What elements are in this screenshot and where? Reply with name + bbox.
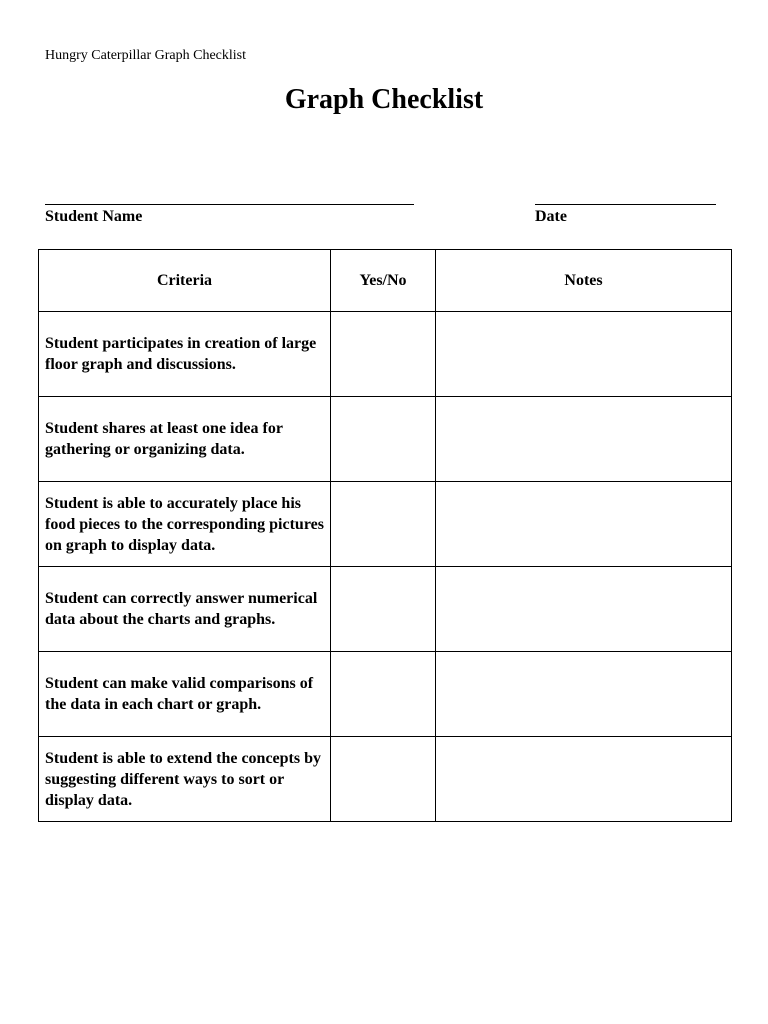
running-header: Hungry Caterpillar Graph Checklist <box>45 48 247 63</box>
student-name-line[interactable] <box>45 204 414 205</box>
table-row <box>39 312 732 397</box>
column-header-yes-no: Yes/No <box>331 250 436 312</box>
notes-cell[interactable] <box>436 567 732 652</box>
student-name-label: Student Name <box>45 208 143 225</box>
criteria-cell: Student is able to extend the concepts by suggesting different ways to sort or display data. <box>39 737 331 822</box>
notes-cell[interactable] <box>436 652 732 737</box>
table-row <box>39 482 732 567</box>
table-row <box>39 397 732 482</box>
table-row <box>39 737 732 822</box>
table-row <box>39 567 732 652</box>
yes-no-cell[interactable] <box>331 737 436 822</box>
table-row <box>39 652 732 737</box>
notes-cell[interactable] <box>436 737 732 822</box>
notes-cell[interactable] <box>436 397 732 482</box>
date-line[interactable] <box>535 204 716 205</box>
table-header-row <box>39 250 732 312</box>
page-title: Graph Checklist <box>284 84 484 115</box>
notes-cell[interactable] <box>436 482 732 567</box>
criteria-cell: Student is able to accurately place his food pieces to the corresponding pictures on graph to display data. <box>39 482 331 567</box>
date-label: Date <box>535 208 567 225</box>
yes-no-cell[interactable] <box>331 567 436 652</box>
criteria-cell: Student can correctly answer numerical data about the charts and graphs. <box>39 567 331 652</box>
yes-no-cell[interactable] <box>331 482 436 567</box>
criteria-cell: Student shares at least one idea for gathering or organizing data. <box>39 397 331 482</box>
yes-no-cell[interactable] <box>331 312 436 397</box>
checklist-table <box>38 249 732 822</box>
criteria-cell: Student participates in creation of large floor graph and discussions. <box>39 312 331 397</box>
yes-no-cell[interactable] <box>331 652 436 737</box>
criteria-cell: Student can make valid comparisons of the data in each chart or graph. <box>39 652 331 737</box>
notes-cell[interactable] <box>436 312 732 397</box>
yes-no-cell[interactable] <box>331 397 436 482</box>
column-header-criteria: Criteria <box>39 250 331 312</box>
column-header-notes: Notes <box>436 250 732 312</box>
